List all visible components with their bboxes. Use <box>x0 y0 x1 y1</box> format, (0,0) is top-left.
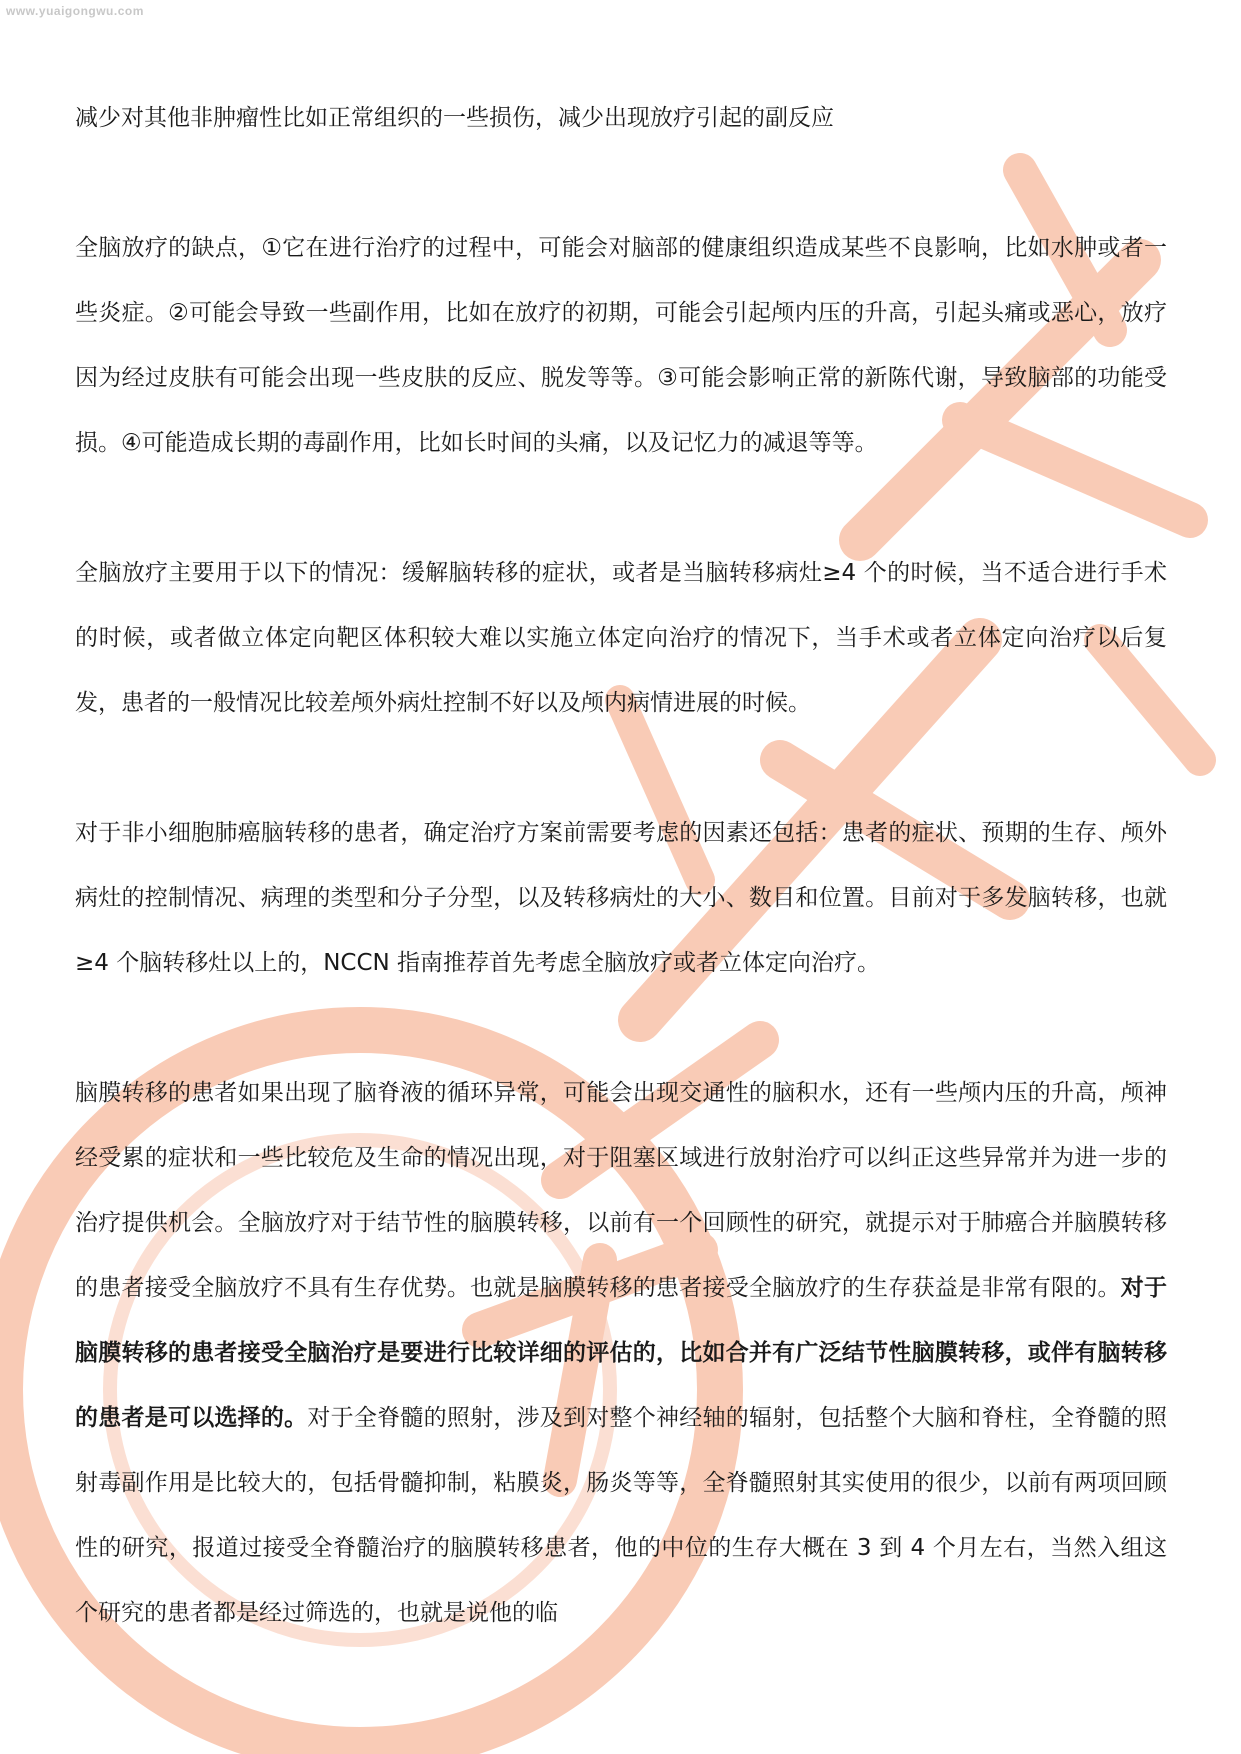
paragraph-2: 全脑放疗的缺点，①它在进行治疗的过程中，可能会对脑部的健康组织造成某些不良影响，比如水肿或者一些炎症。②可能会导致一些副作用，比如在放疗的初期，可能会引起颅内压的升高，引起头痛或恶心，放疗因为经过皮肤有可能会出现一些皮肤的反应、脱发等等。③可能会影响正常的新陈代谢，导致脑部的功能受损。④可能造成长期的毒副作用，比如长时间的头痛，以及记忆力的减退等等。 <box>75 235 1167 456</box>
site-watermark: www.yuaigongwu.com <box>6 4 144 18</box>
paragraph-5-bold-text: 对于脑膜转移的患者接受全脑治疗是要进行比较详细的评估的，比如合并有广泛结节性脑膜转移，或伴有脑转移的患者是可以选择的。 <box>75 1275 1168 1431</box>
paragraph-5-text-after: 对于全脊髓的照射，涉及到对整个神经轴的辐射，包括整个大脑和脊柱，全脊髓的照射毒副作用是比较大的，包括骨髓抑制，粘膜炎，肠炎等等，全脊髓照射其实使用的很少，以前有两项回顾性的研究，报道过接受全脊髓治疗的脑膜转移患者，他的中位的生存大概在 3 到 4 个月左右，当然入组这个研究的患者都是经过筛选的，也就是说他的临 <box>75 1405 1168 1626</box>
paragraph-3: 全脑放疗主要用于以下的情况：缓解脑转移的症状，或者是当脑转移病灶≥4 个的时候，当不适合进行手术的时候，或者做立体定向靶区体积较大难以实施立体定向治疗的情况下，当手术或者立体定向治疗以后复发，患者的一般情况比较差颅外病灶控制不好以及颅内病情进展的时候。 <box>75 560 1167 716</box>
document-body <box>75 86 1167 1646</box>
paragraph-1: 减少对其他非肿瘤性比如正常组织的一些损伤，减少出现放疗引起的副反应 <box>75 105 834 131</box>
paragraph-4: 对于非小细胞肺癌脑转移的患者，确定治疗方案前需要考虑的因素还包括：患者的症状、预期的生存、颅外病灶的控制情况、病理的类型和分子分型，以及转移病灶的大小、数目和位置。目前对于多发脑转移，也就≥4 个脑转移灶以上的，NCCN 指南推荐首先考虑全脑放疗或者立体定向治疗。 <box>75 820 1167 976</box>
paragraph-5 <box>75 1061 1167 1646</box>
paragraph-5-text-before: 脑膜转移的患者如果出现了脑脊液的循环异常，可能会出现交通性的脑积水，还有一些颅内压的升高，颅神经受累的症状和一些比较危及生命的情况出现，对于阻塞区域进行放射治疗可以纠正这些异常并为进一步的治疗提供机会。全脑放疗对于结节性的脑膜转移，以前有一个回顾性的研究，就提示对于肺癌合并脑膜转移的患者接受全脑放疗不具有生存优势。也就是脑膜转移的患者接受全脑放疗的生存获益是非常有限的。 <box>75 1080 1167 1301</box>
